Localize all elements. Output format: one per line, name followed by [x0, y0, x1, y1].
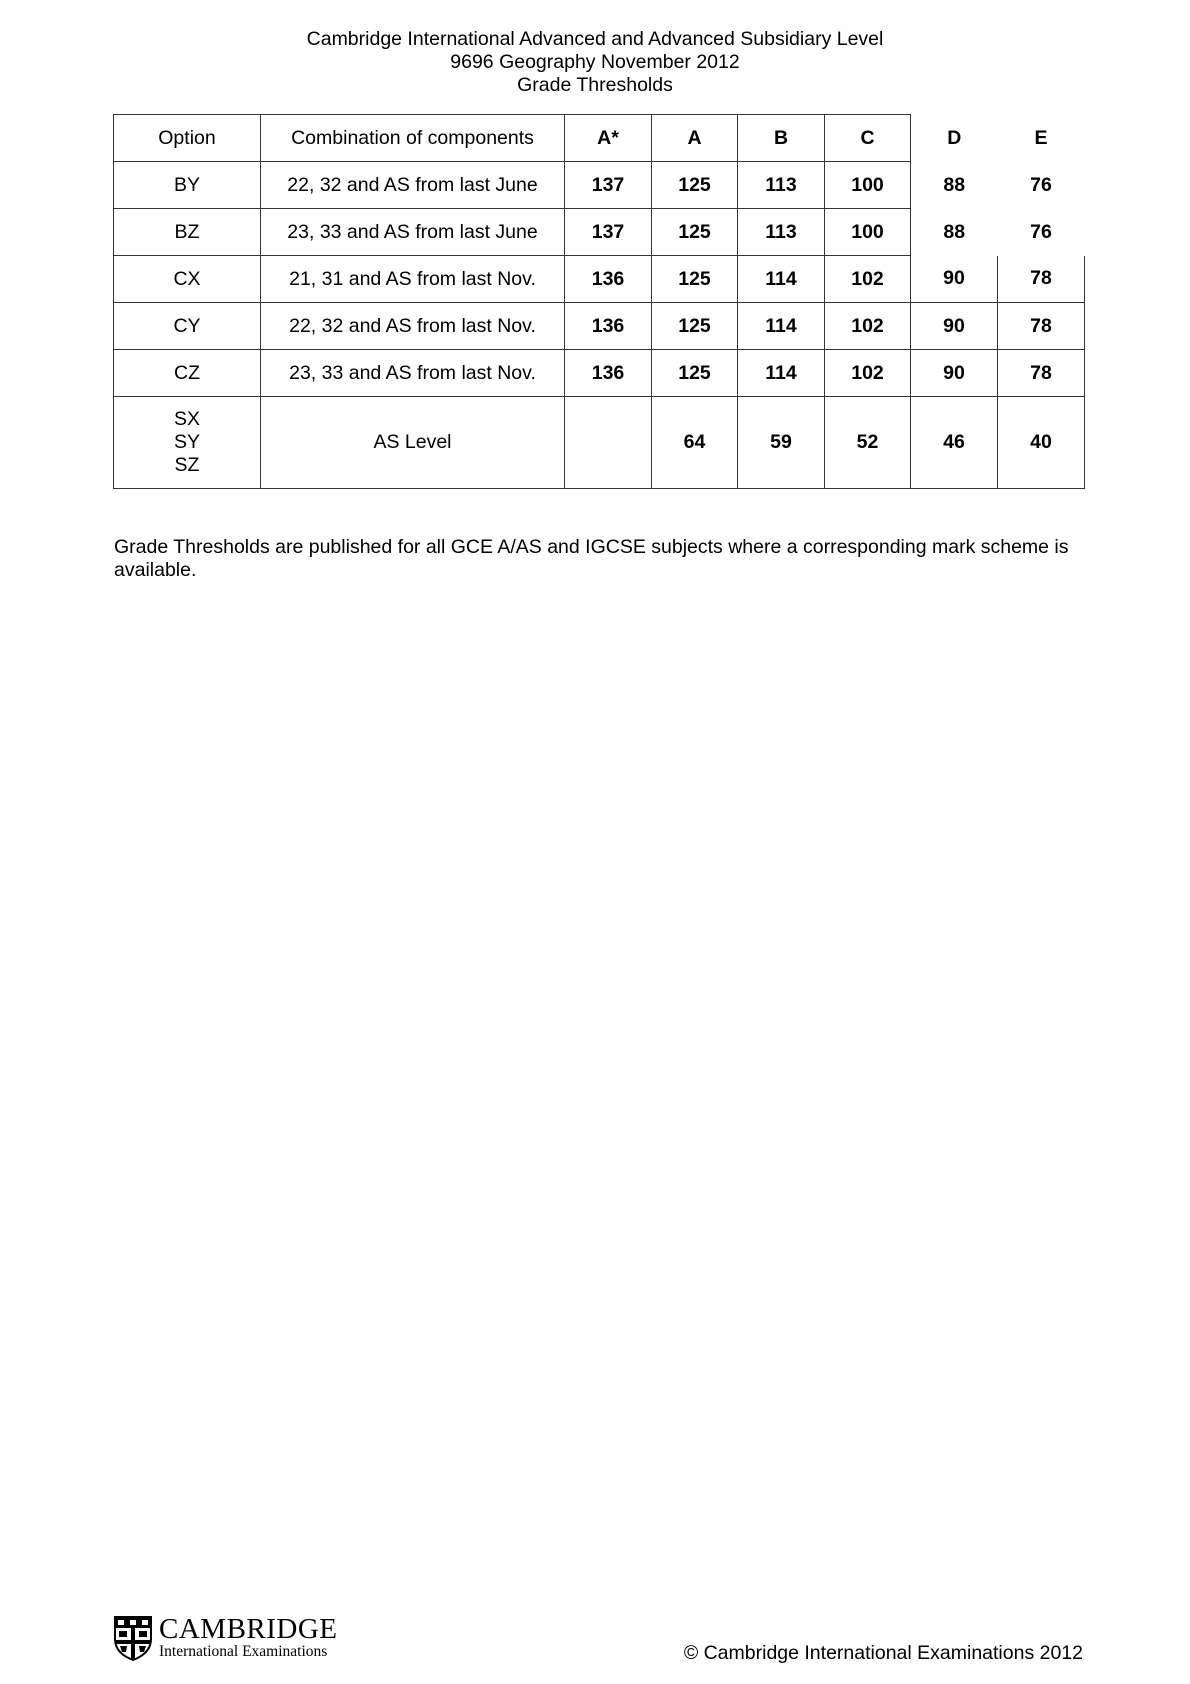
cell-b: 59 — [738, 397, 825, 489]
cell-d: 88 — [943, 173, 966, 196]
option-code: SZ — [174, 454, 200, 476]
column-header-c: C — [825, 115, 911, 162]
cell-e: 78 — [998, 303, 1085, 350]
cell-a-star: 136 — [565, 256, 652, 303]
option-code: SX — [173, 408, 200, 430]
cell-e: 78 — [998, 256, 1085, 303]
cell-b: 114 — [738, 256, 825, 303]
header-title: Grade Thresholds — [517, 74, 673, 96]
table-row — [114, 303, 1085, 350]
cell-b: 114 — [738, 350, 825, 397]
column-header-a-star: A* — [565, 115, 652, 162]
cell-a: 125 — [652, 162, 738, 209]
cell-combination: 23, 33 and AS from last Nov. — [261, 350, 565, 397]
cell-option: CX — [114, 256, 261, 303]
cell-combination: AS Level — [261, 397, 565, 489]
header-qualification: Cambridge International Advanced and Advanced Subsidiary Level — [306, 28, 884, 50]
option-code: SY — [173, 431, 200, 453]
cell-d: 90 — [911, 350, 998, 397]
copyright-notice: © Cambridge International Examinations 2012 — [683, 1642, 1083, 1664]
cell-a-star: 137 — [565, 209, 652, 256]
cell-b: 113 — [738, 162, 825, 209]
cambridge-shield-icon — [113, 1615, 153, 1661]
cell-combination: 22, 32 and AS from last June — [261, 162, 565, 209]
cell-d: 90 — [911, 303, 998, 350]
column-header-option: Option — [114, 115, 261, 162]
cell-a-star: 137 — [565, 162, 652, 209]
column-header-a: A — [652, 115, 738, 162]
column-header-d: D — [947, 126, 962, 149]
cell-e: 40 — [998, 397, 1085, 489]
cell-combination: 23, 33 and AS from last June — [261, 209, 565, 256]
cell-option-list — [114, 397, 261, 489]
column-header-e: E — [1034, 126, 1048, 149]
cell-c: 102 — [825, 256, 911, 303]
cell-e: 78 — [998, 350, 1085, 397]
table-row-as-level — [114, 397, 1085, 489]
table-row — [114, 209, 1085, 256]
table-row — [114, 350, 1085, 397]
table-row — [114, 162, 1085, 209]
cell-b: 113 — [738, 209, 825, 256]
cell-option: CY — [114, 303, 261, 350]
header-subject: 9696 Geography November 2012 — [450, 51, 740, 73]
document-header — [0, 28, 1190, 97]
column-header-combination: Combination of components — [261, 115, 565, 162]
cell-combination: 22, 32 and AS from last Nov. — [261, 303, 565, 350]
publication-note: Grade Thresholds are published for all GCE A/AS and IGCSE subjects where a corresponding mark scheme is available. — [114, 536, 1069, 581]
cell-c: 100 — [825, 209, 911, 256]
cell-c: 102 — [825, 303, 911, 350]
table-header-row — [114, 115, 1085, 162]
cell-option: CZ — [114, 350, 261, 397]
cell-e: 76 — [1030, 220, 1052, 243]
cell-a: 125 — [652, 209, 738, 256]
cambridge-logo — [113, 1614, 338, 1662]
column-header-b: B — [738, 115, 825, 162]
cell-option: BZ — [114, 209, 261, 256]
cell-d: 46 — [911, 397, 998, 489]
cell-a: 125 — [652, 350, 738, 397]
cell-c: 52 — [825, 397, 911, 489]
cell-a: 125 — [652, 256, 738, 303]
cell-a-star — [565, 397, 652, 489]
cell-e: 76 — [1030, 173, 1052, 196]
cell-a-star: 136 — [565, 303, 652, 350]
grade-thresholds-table — [113, 114, 1085, 489]
logo-sub-text: International Examinations — [159, 1643, 328, 1660]
cell-option: BY — [114, 162, 261, 209]
cell-a: 125 — [652, 303, 738, 350]
cell-b: 114 — [738, 303, 825, 350]
cell-a-star: 136 — [565, 350, 652, 397]
cell-combination: 21, 31 and AS from last Nov. — [261, 256, 565, 303]
cell-c: 102 — [825, 350, 911, 397]
cell-d: 88 — [943, 220, 966, 243]
cell-a: 64 — [652, 397, 738, 489]
table-row — [114, 256, 1085, 303]
cell-c: 100 — [825, 162, 911, 209]
cell-d: 90 — [911, 256, 998, 303]
logo-brand-text: CAMBRIDGE — [159, 1613, 338, 1645]
